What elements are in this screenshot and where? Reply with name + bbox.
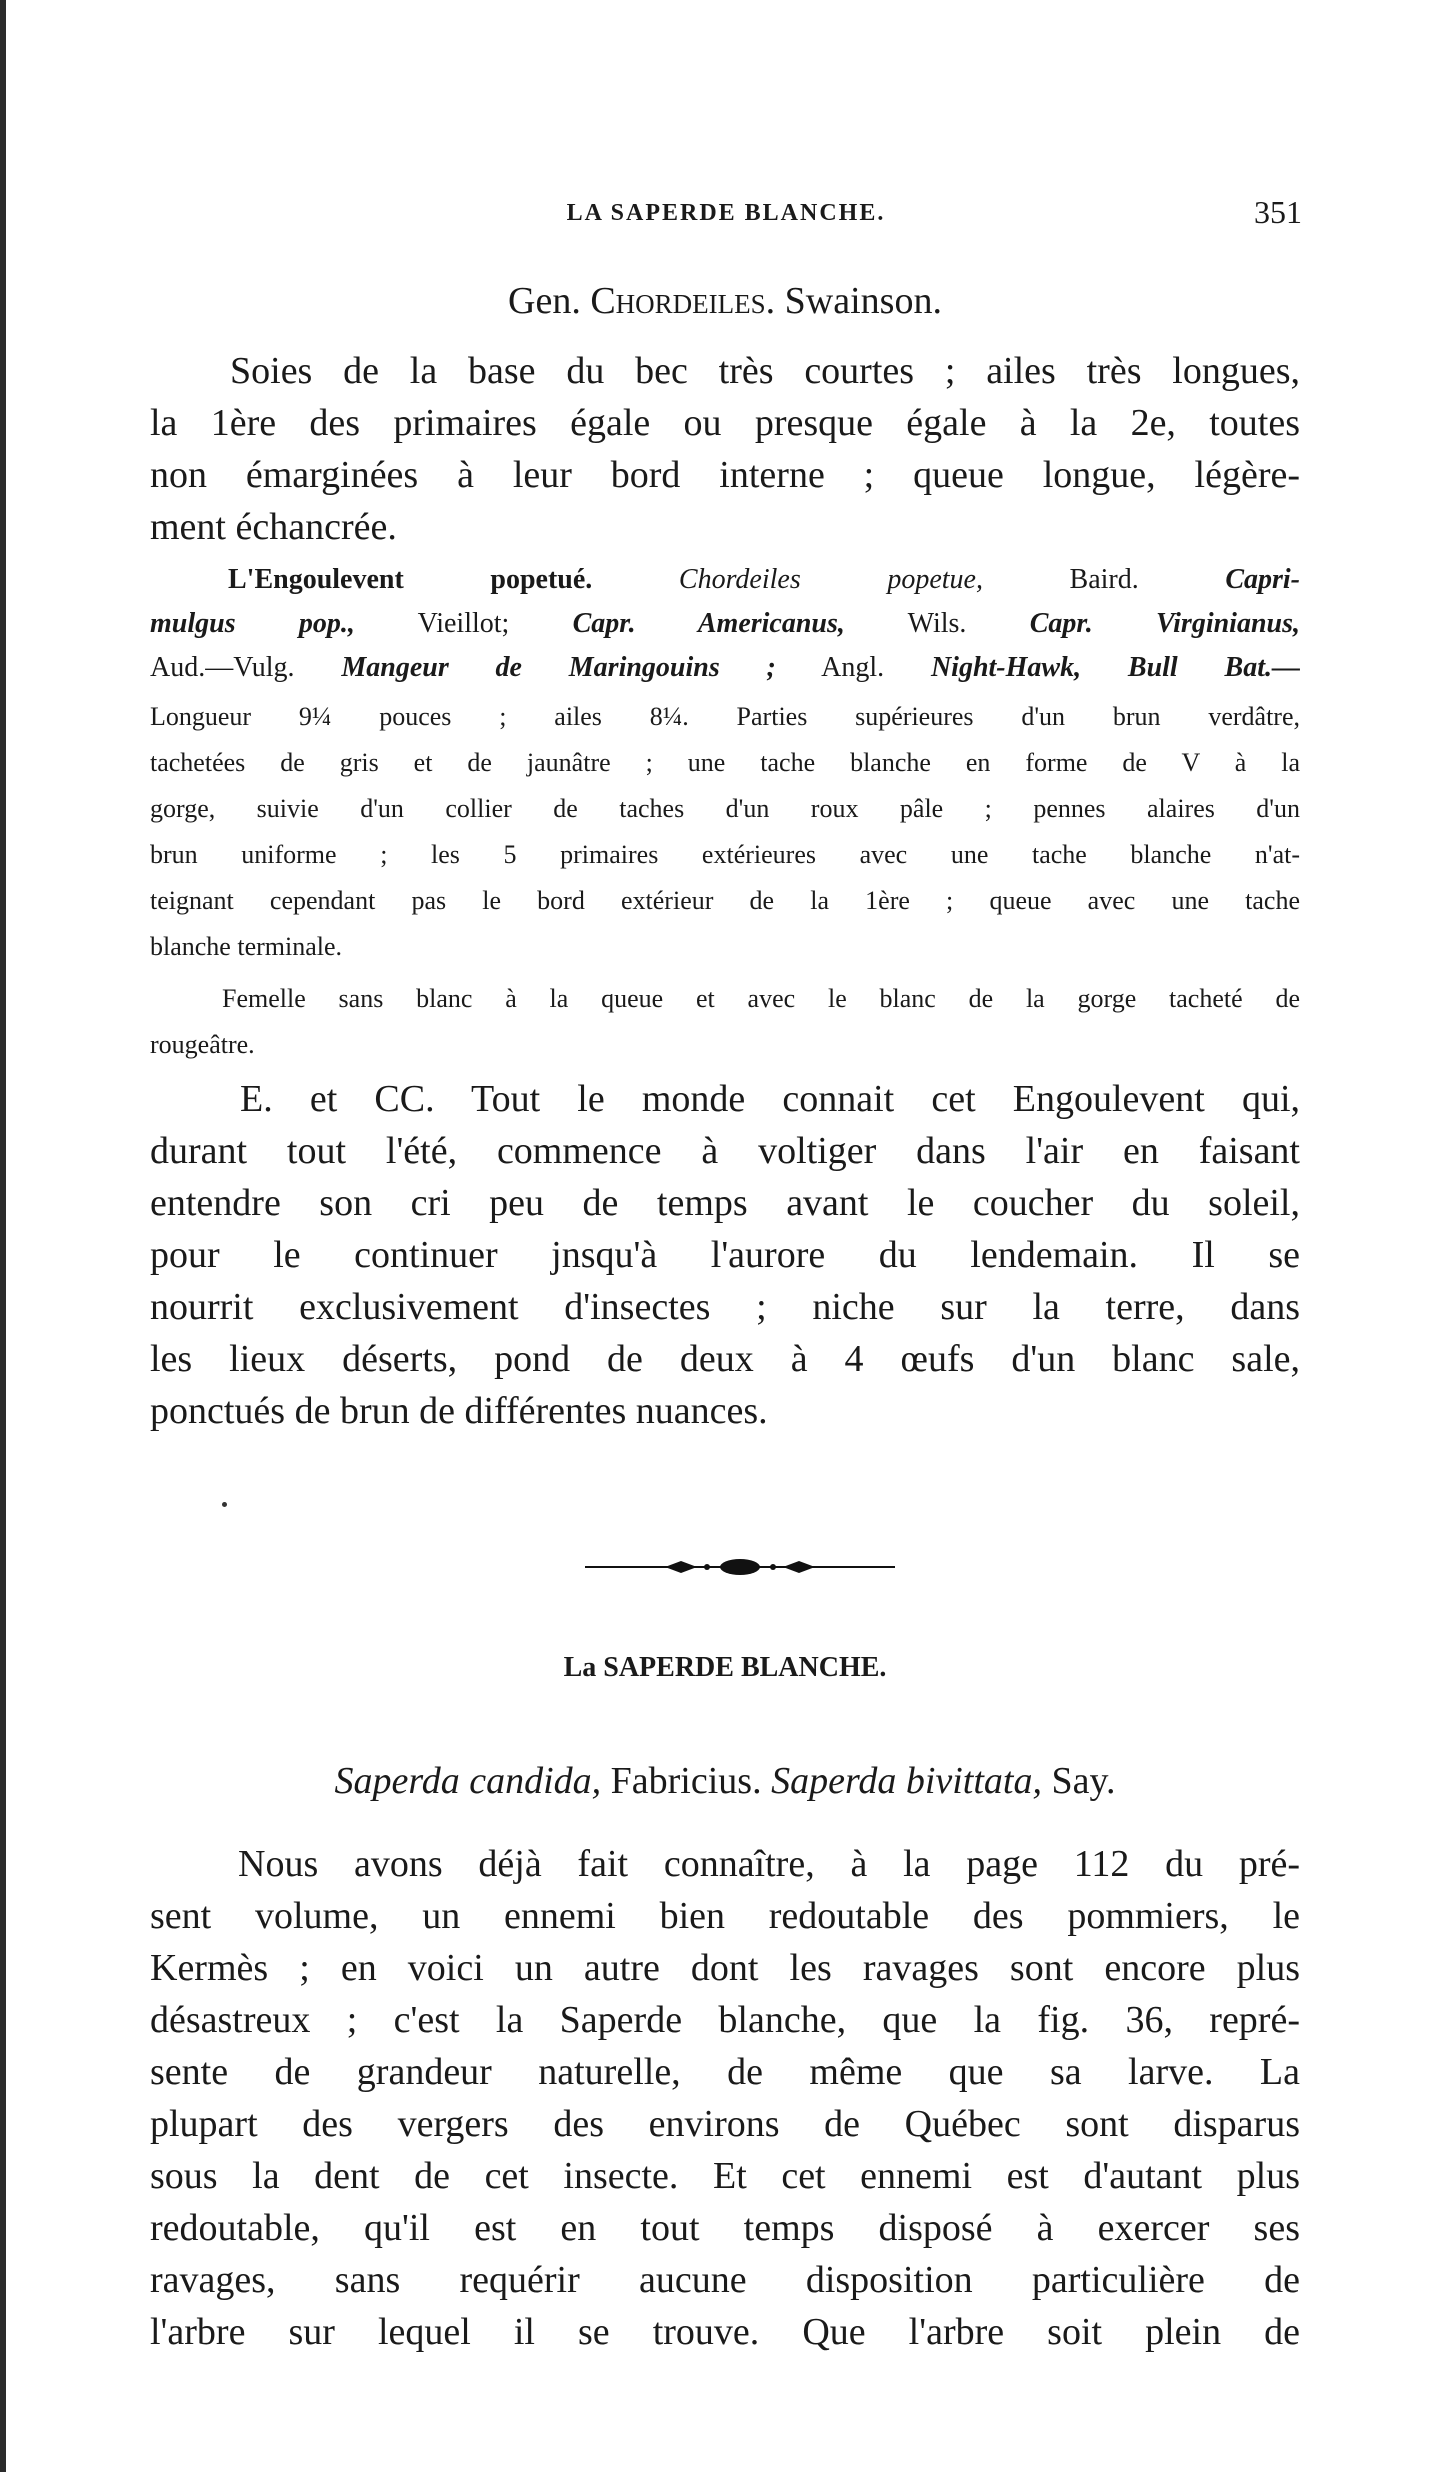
author: Baird. bbox=[982, 564, 1226, 595]
ink-speck bbox=[222, 1502, 227, 1507]
text-line: Nous avons déjà fait connaître, à la page 112 du pré- bbox=[238, 1843, 1300, 1885]
section-synonyms bbox=[150, 1755, 1300, 1807]
section-body bbox=[150, 1838, 1300, 2358]
author: Fabricius. bbox=[601, 1760, 772, 1802]
text-line: durant tout l'été, commence à voltiger dans l'air en faisant bbox=[150, 1130, 1300, 1172]
spacer bbox=[592, 564, 679, 595]
scientific-name: Saperda bivittata, bbox=[771, 1760, 1042, 1802]
synonym: Capri- bbox=[1225, 564, 1301, 595]
synonym: mulgus pop., bbox=[150, 608, 355, 639]
genus-name: Chordeiles. bbox=[590, 280, 776, 322]
text-line: Longueur 9¼ pouces ; ailes 8¼. Parties supérieures d'un brun verdâtre, bbox=[150, 702, 1300, 731]
genus-prefix: Gen. bbox=[508, 280, 581, 322]
genus-author: Swainson. bbox=[784, 280, 942, 322]
species-line-2 bbox=[150, 602, 1300, 646]
text-line: gorge, suivie d'un collier de taches d'un roux pâle ; pennes alaires d'un bbox=[150, 794, 1300, 823]
page-edge-shadow bbox=[0, 0, 6, 2472]
text-line: brun uniforme ; les 5 primaires extérieures avec une tache blanche n'at- bbox=[150, 840, 1300, 869]
species-description bbox=[150, 694, 1300, 970]
text-line: sous la dent de cet insecte. Et cet ennemi est d'autant plus bbox=[150, 2155, 1300, 2197]
synonym: Capr. Americanus, bbox=[572, 608, 845, 639]
species-line-1 bbox=[150, 558, 1300, 602]
text-line: blanche terminale. bbox=[150, 932, 343, 961]
text-line: teignant cependant pas le bord extérieur de la 1ère ; queue avec une tache bbox=[150, 886, 1300, 915]
text-line: tachetées de gris et de jaunâtre ; une tache blanche en forme de V à la bbox=[150, 748, 1300, 777]
section-title bbox=[150, 1648, 1300, 1688]
text-line: sent volume, un ennemi bien redoutable des pommiers, le bbox=[150, 1895, 1300, 1937]
genus-description bbox=[150, 345, 1300, 553]
common-name: L'Engoulevent popetué. bbox=[228, 564, 593, 595]
text-line: entendre son cri peu de temps avant le coucher du soleil, bbox=[150, 1182, 1300, 1224]
running-title: LA SAPERDE BLANCHE. bbox=[566, 200, 886, 226]
text-line: sente de grandeur naturelle, de même que sa larve. La bbox=[150, 2051, 1300, 2093]
text-line: Kermès ; en voici un autre dont les ravages sont encore plus bbox=[150, 1947, 1300, 1989]
habits-paragraph bbox=[150, 1073, 1300, 1437]
author: Vieillot; bbox=[354, 608, 573, 639]
english-name: Night-Hawk, Bull Bat.— bbox=[930, 652, 1300, 683]
text-line: rougeâtre. bbox=[150, 1030, 255, 1059]
species-entry bbox=[150, 558, 1300, 690]
text-line: désastreux ; c'est la Saperde blanche, que la fig. 36, repré- bbox=[150, 1999, 1300, 2041]
text-line: plupart des vergers des environs de Québec sont disparus bbox=[150, 2103, 1300, 2145]
text-line: ponctués de brun de différentes nuances. bbox=[150, 1390, 768, 1432]
section-title-text: La SAPERDE BLANCHE. bbox=[563, 1652, 887, 1683]
text-line: les lieux déserts, pond de deux à 4 œufs d'un blanc sale, bbox=[150, 1338, 1300, 1380]
text-line: nourrit exclusivement d'insectes ; niche sur la terre, dans bbox=[150, 1286, 1300, 1328]
running-header bbox=[150, 194, 1302, 240]
ornament-divider-icon bbox=[585, 1555, 895, 1579]
text-line: pour le continuer jnsqu'à l'aurore du lendemain. Il se bbox=[150, 1234, 1300, 1276]
female-description bbox=[150, 976, 1300, 1068]
text-line: redoutable, qu'il est en tout temps disposé à exercer ses bbox=[150, 2207, 1300, 2249]
scientific-name: Chordeiles popetue, bbox=[678, 564, 983, 595]
text-line: Femelle sans blanc à la queue et avec le blanc de la gorge tacheté de bbox=[222, 984, 1300, 1013]
text-line: Soies de la base du bec très courtes ; ailes très longues, bbox=[230, 350, 1300, 392]
vernacular-label: Aud.—Vulg. bbox=[150, 652, 342, 683]
scientific-name: Saperda candida, bbox=[334, 1760, 602, 1802]
page-number: 351 bbox=[1254, 194, 1302, 230]
text-line: non émarginées à leur bord interne ; queue longue, légère- bbox=[150, 454, 1300, 496]
english-label: Angl. bbox=[775, 652, 931, 683]
author: Wils. bbox=[844, 608, 1030, 639]
text-line: l'arbre sur lequel il se trouve. Que l'arbre soit plein de bbox=[150, 2311, 1300, 2353]
text-line: la 1ère des primaires égale ou presque égale à la 2e, toutes bbox=[150, 402, 1300, 444]
text-line: ravages, sans requérir aucune disposition particulière de bbox=[150, 2259, 1300, 2301]
synonym: Capr. Virginianus, bbox=[1029, 608, 1301, 639]
genus-heading bbox=[150, 275, 1300, 327]
species-line-3 bbox=[150, 646, 1300, 690]
text-line: E. et CC. Tout le monde connait cet Engoulevent qui, bbox=[240, 1078, 1300, 1120]
vernacular-name: Mangeur de Maringouins ; bbox=[341, 652, 776, 683]
text-line: ment échancrée. bbox=[150, 506, 397, 548]
author: Say. bbox=[1041, 1760, 1116, 1802]
